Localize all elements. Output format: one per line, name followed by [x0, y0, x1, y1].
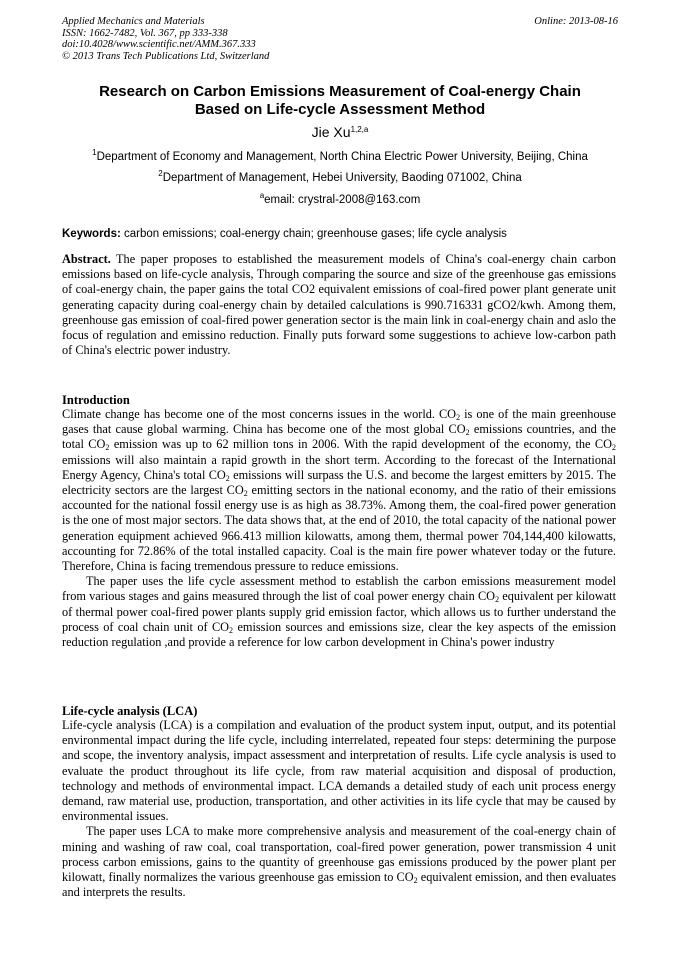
section-heading-introduction: Introduction: [62, 393, 130, 407]
subscript: 2: [243, 489, 248, 499]
section-heading-lca: Life-cycle analysis (LCA): [62, 704, 198, 718]
keywords: [62, 227, 618, 241]
author-name: Jie Xu: [311, 124, 351, 140]
subscript: 2: [612, 443, 617, 453]
affiliation-2-sup: 2: [158, 169, 163, 178]
lca-body: [62, 718, 616, 900]
journal-name: Applied Mechanics and Materials: [62, 16, 205, 27]
paper-title: [62, 83, 618, 119]
subscript: 2: [105, 443, 110, 453]
text-run: emission was up to 62 million tons in 2006. With the rapid development of the economy, the CO: [109, 437, 613, 452]
abstract-label: Abstract.: [62, 252, 111, 266]
text-run: emissions will surpass the U.S. and become the largest emitters by 2015. The electricity sectors are the largest CO: [62, 467, 616, 498]
online-date: Online: 2013-08-16: [534, 16, 618, 27]
text-run: emitting sectors in the national economy, and the ratio of their emissions accounted for the national fossil energy use is as high as 38.73%. Among them, the coal-fired power generation is the one of most major sectors. The data shows that, at the end of 2010, the total capacity of the national power generation equipment achieved 966.413 million kilowatts, among them, thermal power 704,144,400 kilowatts, accounting for 72.86% of the total installed capacity. Coal is the main fire power whatever today or the future. Therefore, China is facing tremendous pressure to reduce emissions.: [62, 483, 617, 574]
introduction-body: [62, 407, 616, 650]
text-run: emission sources and emissions size, clear the key aspects of the emission reduction regulation ,and provide a reference for low carbon development in China's power industry: [62, 619, 616, 650]
title-line-1: Research on Carbon Emissions Measurement of Coal-energy Chain: [99, 83, 581, 100]
subscript: 2: [225, 473, 230, 483]
paragraph: [62, 574, 616, 650]
text-run: emissions will also maintain a rapid growth in the short term. According to the forecast of the International Energy Agency, China's total CO: [62, 452, 616, 482]
abstract-text: The paper proposes to established the measurement models of China's coal-energy chain carbon emissions based on life-cycle analysis, Through comparing the source and size of the greenhouse gas emissions of coal-energy chain, the paper gains the total CO2 equivalent emissions of coal-fired power plant generate unit generating capacity during coal-energy chain by detailed calculations is 990.716331 gCO2/kwh. Among them, greenhouse gas emission of coal-fired power generation sector is the main link in coal-energy chain and aslo the focus of regulation and emissino reduction. Finally puts forward some suggestions to achieve low-carbon path of China's electric power industry.: [62, 252, 616, 358]
text-run: equivalent per kilowatt of thermal power coal-fired power plants supply grid emission factor, which allows us to further understand the process of coal chain unit of CO: [62, 589, 617, 634]
subscript: 2: [465, 428, 470, 438]
email-sup: a: [259, 191, 265, 200]
text-run: is one of the main greenhouse gases that cause global warming. China has become one of the most global CO: [62, 407, 616, 437]
abstract: [62, 252, 616, 358]
subscript: 2: [229, 625, 234, 635]
subscript: 2: [495, 595, 500, 605]
author-superscript: 1,2,a: [350, 125, 369, 134]
journal-header: [62, 16, 618, 62]
email-text: email: crystral-2008@163.com: [264, 194, 421, 206]
paragraph: [62, 824, 616, 900]
affiliation-1: [62, 150, 618, 164]
affiliation-1-sup: 1: [92, 148, 97, 157]
text-run: equivalent emission, and then evaluates and interprets the results.: [62, 870, 617, 900]
subscript: 2: [413, 876, 418, 886]
author-email: [62, 193, 618, 207]
paragraph: [62, 407, 616, 574]
author: [62, 124, 618, 140]
keywords-label: Keywords:: [62, 228, 121, 240]
issn: ISSN: 1662-7482, Vol. 367, pp 333-338: [62, 27, 228, 39]
text-run: Climate change has become one of the most concerns issues in the world. CO: [62, 407, 457, 421]
affiliation-2-text: Department of Management, Hebei University, Baoding 071002, China: [162, 172, 522, 184]
affiliation-1-text: Department of Economy and Management, North China Electric Power University, Beijing, China: [96, 151, 588, 163]
subscript: 2: [456, 413, 461, 422]
paragraph: Life-cycle analysis (LCA) is a compilation and evaluation of the product system input, output, and its potential environmental impact during the life cycle, including interrelated, repeated four steps: determining the purpose and scope, the inventory analysis, impact assessment and interpretation of results. Life cycle analysis is used to evaluate the product throughout its life cycle, from raw material acquisition and disposal of production, technology and methods of environmental impact. LCA demands a detailed study of each unit process energy demand, raw material use, production, transportation, and other activities in its life cycle that may be caused by environmental issues.: [62, 718, 616, 824]
copyright: © 2013 Trans Tech Publications Ltd, Switzerland: [62, 50, 270, 62]
title-line-2: Based on Life-cycle Assessment Method: [194, 101, 486, 118]
doi: doi:10.4028/www.scientific.net/AMM.367.333: [62, 39, 256, 50]
keywords-text: carbon emissions; coal-energy chain; greenhouse gases; life cycle analysis: [120, 228, 507, 240]
text-run: emissions countries, and the total CO: [62, 422, 617, 452]
affiliation-2: [62, 171, 618, 185]
text-run: The paper uses LCA to make more comprehensive analysis and measurement of the coal-energy chain of mining and washing of raw coal, coal transportation, coal-fired power generation, power transmission 4 unit process carbon emissions, gains to the quantity of greenhouse gas emissions produced by the power plant per kilowatt, finally normalizes the various greenhouse gas emission to CO: [62, 824, 616, 885]
text-run: The paper uses the life cycle assessment method to establish the carbon emissions measurement model from various stages and gains measured through the list of coal power energy chain CO: [62, 574, 616, 604]
